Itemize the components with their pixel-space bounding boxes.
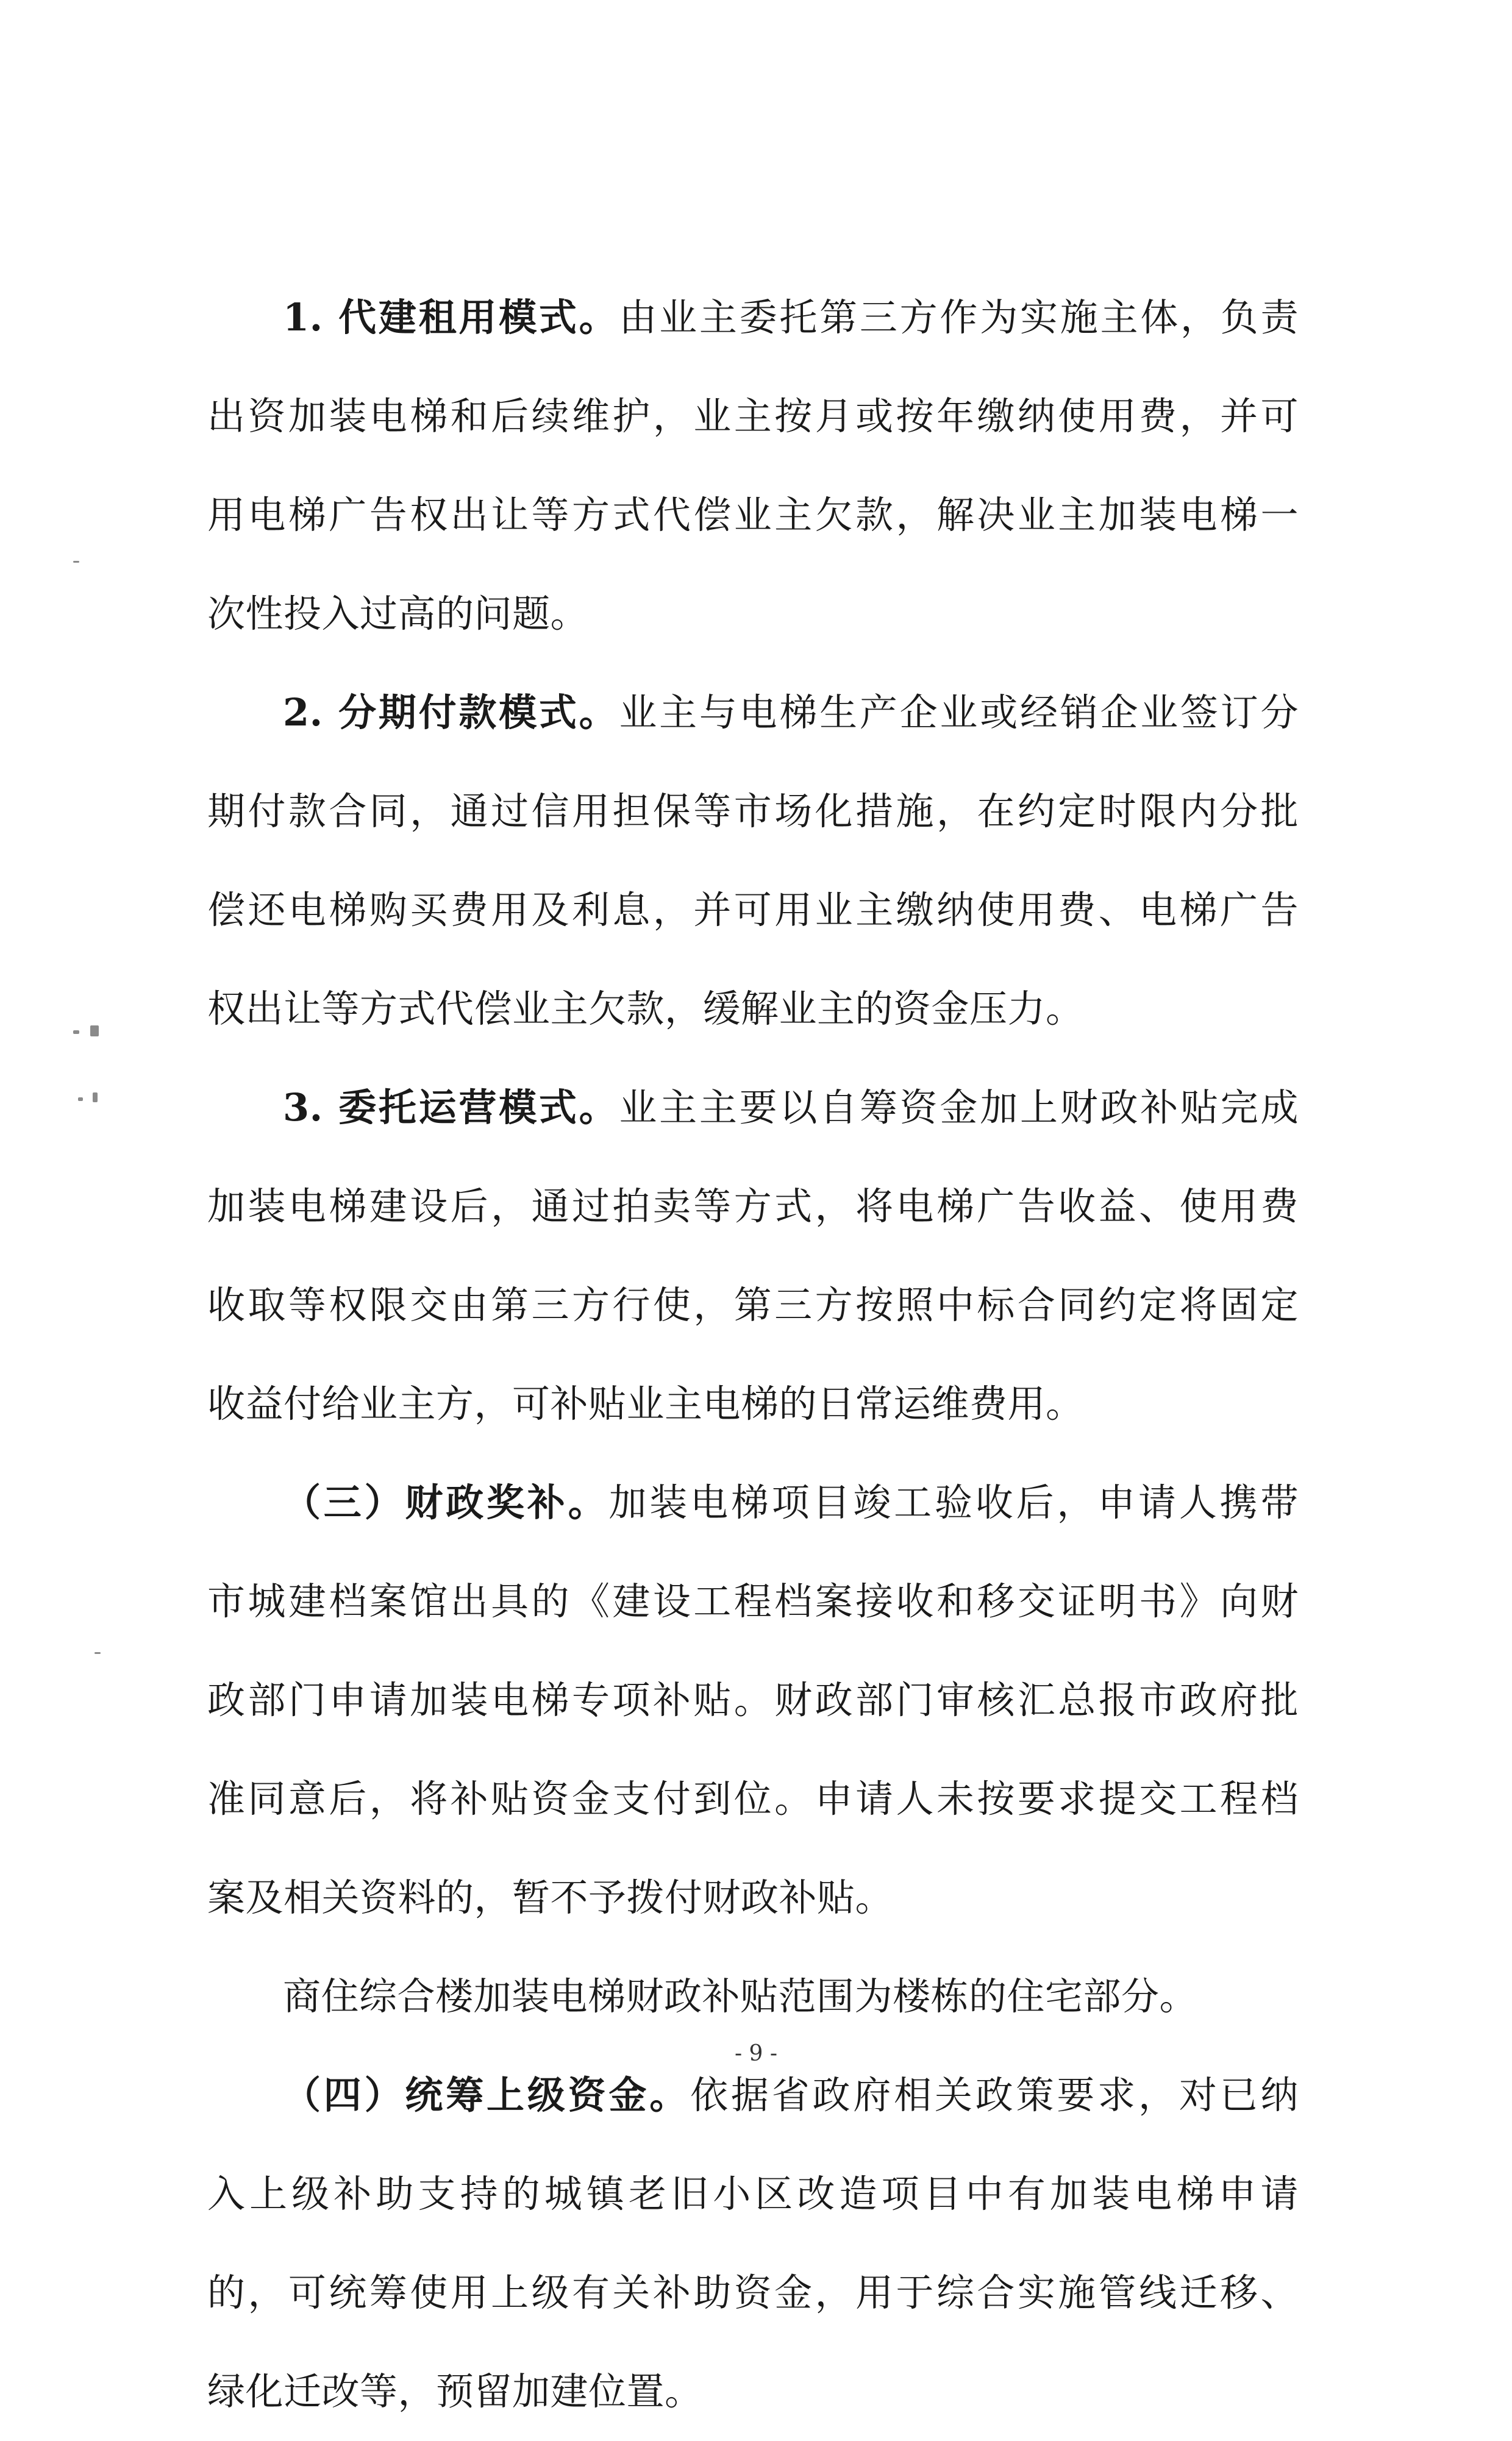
paragraph-heading: （四）统筹上级资金。 bbox=[283, 2073, 691, 2117]
text-line: 偿还电梯购买费用及利息，并可用业主缴纳使用费、电梯广告 bbox=[207, 888, 1299, 932]
text-line: 商住综合楼加装电梯财政补贴范围为楼栋的住宅部分。 bbox=[283, 1974, 1198, 2019]
paragraph-heading: 1. 代建租用模式。 bbox=[283, 295, 619, 340]
text-line: 期付款合同，通过信用担保等市场化措施，在约定时限内分批 bbox=[207, 789, 1299, 833]
line-text: 加装电梯项目竣工验收后，申请人携带 bbox=[608, 1480, 1299, 1525]
text-line: 绿化迁改等，预留加建位置。 bbox=[207, 2369, 703, 2414]
text-line: 出资加装电梯和后续维护，业主按月或按年缴纳使用费，并可 bbox=[207, 394, 1299, 438]
page-number: - 9 - bbox=[734, 2041, 778, 2066]
paragraph-heading: （三）财政奖补。 bbox=[283, 1480, 609, 1525]
text-line: 收取等权限交由第三方行使，第三方按照中标合同约定将固定 bbox=[207, 1283, 1299, 1327]
text-line: 入上级补助支持的城镇老旧小区改造项目中有加装电梯申请 bbox=[207, 2172, 1299, 2216]
paragraph-heading: 2. 分期付款模式。 bbox=[283, 690, 619, 735]
text-line: 加装电梯建设后，通过拍卖等方式，将电梯广告收益、使用费 bbox=[207, 1184, 1299, 1228]
line-text: 业主与电梯生产企业或经销企业签订分 bbox=[619, 690, 1299, 735]
text-line: 准同意后，将补贴资金支付到位。申请人未按要求提交工程档 bbox=[207, 1776, 1299, 1821]
scan-artifact bbox=[73, 561, 79, 563]
paragraph-heading: 3. 委托运营模式。 bbox=[283, 1085, 619, 1130]
line-text: 业主主要以自筹资金加上财政补贴完成 bbox=[619, 1085, 1299, 1130]
line-text: 依据省政府相关政策要求，对已纳 bbox=[690, 2073, 1299, 2117]
text-line bbox=[207, 1453, 1299, 1552]
scan-artifact bbox=[78, 1097, 83, 1101]
text-line: 收益付给业主方，可补贴业主电梯的日常运维费用。 bbox=[207, 1381, 1084, 1426]
scan-artifact bbox=[93, 1092, 98, 1102]
text-line bbox=[207, 1058, 1299, 1157]
body-text bbox=[207, 268, 1299, 2441]
text-line: 用电梯广告权出让等方式代偿业主欠款，解决业主加装电梯一 bbox=[207, 493, 1299, 537]
line-text: 由业主委托第三方作为实施主体，负责 bbox=[619, 295, 1299, 340]
text-line: 的，可统筹使用上级有关补助资金，用于综合实施管线迁移、 bbox=[207, 2270, 1299, 2315]
text-line: 次性投入过高的问题。 bbox=[207, 591, 589, 636]
text-line bbox=[207, 268, 1299, 367]
text-line: 市城建档案馆出具的《建设工程档案接收和移交证明书》向财 bbox=[207, 1579, 1299, 1623]
text-line: 案及相关资料的，暂不予拨付财政补贴。 bbox=[207, 1875, 894, 1920]
text-line bbox=[207, 663, 1299, 762]
text-line: 政部门申请加装电梯专项补贴。财政部门审核汇总报市政府批 bbox=[207, 1678, 1299, 1722]
scan-artifact bbox=[90, 1025, 99, 1036]
text-line: 权出让等方式代偿业主欠款，缓解业主的资金压力。 bbox=[207, 986, 1084, 1031]
scan-artifact bbox=[73, 1030, 79, 1034]
scan-artifact bbox=[94, 1652, 101, 1654]
